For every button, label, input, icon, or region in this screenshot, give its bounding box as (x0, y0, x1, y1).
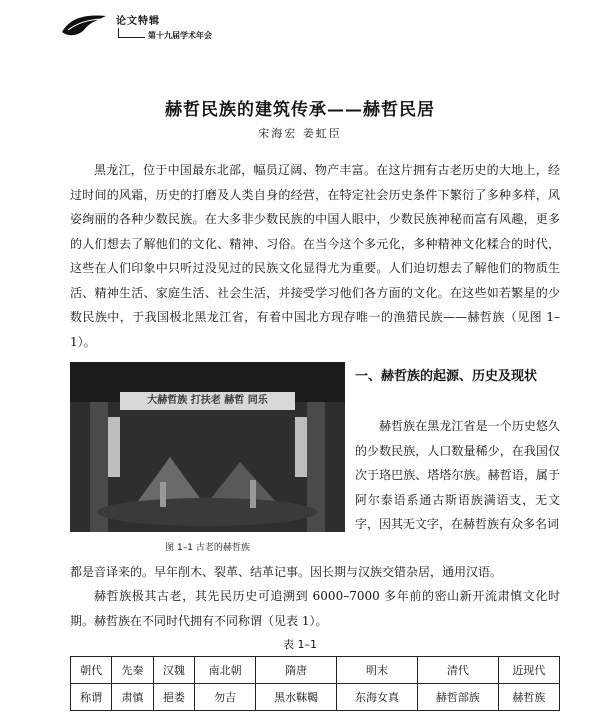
page-header (60, 10, 360, 44)
table-cell: 近现代 (498, 657, 559, 684)
body-paragraph-history: 赫哲族极其古老，其先民历史可追溯到 6000–7000 多年前的密山新开流肃慎文化时期。赫哲族在不同时代拥有不同称谓（见表 1）。 (70, 589, 560, 628)
table-cell: 隋唐 (256, 657, 337, 684)
table-cell: 汉魏 (153, 657, 194, 684)
table-cell: 挹娄 (153, 684, 194, 711)
table-cell: 清代 (417, 657, 498, 684)
table-cell: 朝代 (71, 657, 112, 684)
conference-label: 第十九届学术年会 (148, 31, 212, 40)
body-paragraph-intro: 黑龙江，位于中国最东北部，幅员辽阔、物产丰富。在这片拥有古老历史的大地上，经过时间的风霜，历史的打磨及人类自身的经营，在特定社会历史条件下繁衍了多种多样，风姿绚丽的各种少数民族。在大多非少数民族的中国人眼中，少数民族神秘而富有风趣，更多的人们想去了解他们的文化、精神、习俗。在当今这个多元化，多种精神文化糅合的时代，这些在人们印象中只听过没见过的民族文化显得尤为重要。人们迫切想去了解他们的物质生活、精神生活、家庭生活、社会生活，并接受学习他们各方面的文化。在这些如若繁星的少数民族中，于我国极北黑龙江省，有着中国北方现存唯一的渔猎民族——赫哲族（见图 1–1）。 (70, 163, 560, 349)
brush-ink-logo-icon (60, 10, 110, 38)
figure-banner-text: 大赫哲族 打扶老 赫哲 同乐 (147, 395, 268, 406)
table-cell: 肃慎 (112, 684, 153, 711)
article-authors: 宋海宏 姜虹臣 (258, 127, 342, 140)
table-cell: 赫哲族 (498, 684, 559, 711)
article-title: 赫哲民族的建筑传承——赫哲民居 (165, 100, 435, 120)
era-name-table (70, 656, 560, 711)
table-title: 表 1–1 (283, 638, 317, 651)
table-row (71, 684, 560, 711)
header-connector-line (118, 28, 145, 38)
body-paragraph-origin-continued: 都是音译来的。早年削木、裂革、结革记事。因长期与汉族交错杂居，通用汉语。 (70, 565, 503, 579)
table-row (71, 657, 560, 684)
table-cell: 黑水靺鞨 (256, 684, 337, 711)
table-cell: 先秦 (112, 657, 153, 684)
body-paragraph-origin: 赫哲族在黑龙江省是一个历史悠久的少数民族，人口数量稀少，在我国仅次于珞巴族、塔塔尔族。赫哲语，属于阿尔泰语系通古斯语族满语支，无文字，因其无文字，在赫哲族有众多名词 (355, 419, 560, 531)
figure-caption: 图 1–1 古老的赫哲族 (165, 543, 250, 553)
figure-photo (70, 362, 345, 532)
section-heading: 一、赫哲族的起源、历史及现状 (355, 369, 538, 384)
table-cell: 称谓 (71, 684, 112, 711)
section-label: 论文特辑 (116, 16, 160, 27)
table-cell: 赫哲部族 (417, 684, 498, 711)
table-cell: 东海女真 (337, 684, 418, 711)
table-cell: 明末 (337, 657, 418, 684)
table-cell: 南北朝 (195, 657, 256, 684)
table-cell: 勿吉 (195, 684, 256, 711)
